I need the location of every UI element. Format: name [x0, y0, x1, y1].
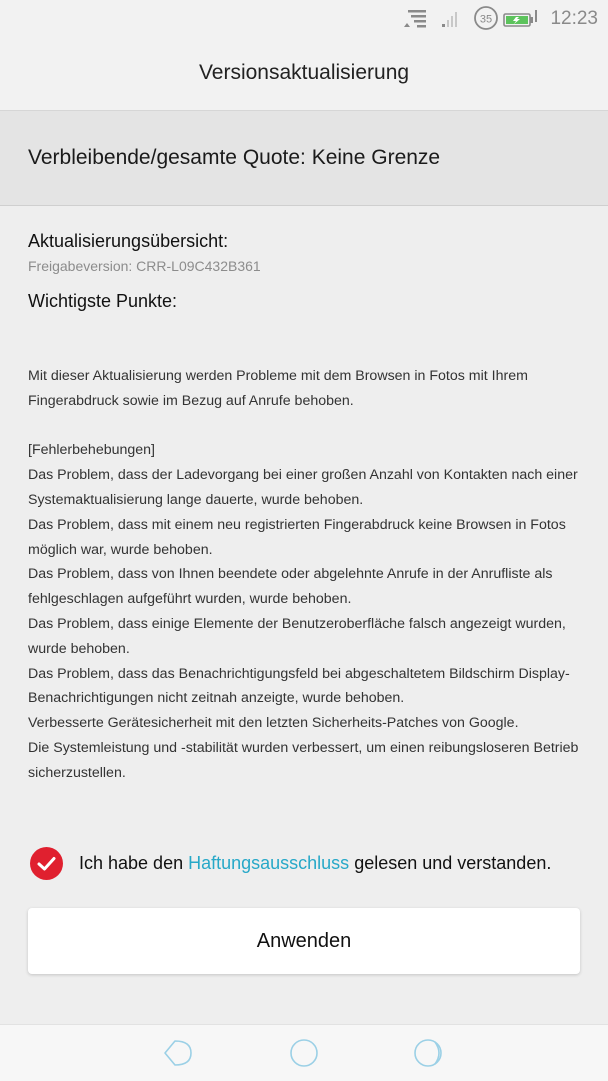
- agreement-text-before: Ich habe den: [79, 853, 189, 873]
- notes-intro: Mit dieser Aktualisierung werden Probleme mit dem Browsen in Fotos mit Ihrem Fingerabdruck sowie im Bezug auf Anrufe behoben.: [28, 368, 528, 409]
- navigation-bar: [0, 1024, 608, 1081]
- key-points-heading: Wichtigste Punkte:: [28, 291, 178, 311]
- recents-icon[interactable]: [413, 1037, 445, 1069]
- battery-charging-icon: [502, 8, 540, 30]
- home-icon[interactable]: [288, 1037, 320, 1069]
- release-version: Freigabeversion: CRR-L09C432B361: [28, 258, 261, 274]
- status-time: 12:23: [550, 8, 598, 29]
- apply-button-label: Anwenden: [256, 930, 352, 952]
- fix-item: Die Systemleistung und -stabilität wurden verbessert, um einen reibungsloseren Betrieb sicherzustellen.: [28, 739, 579, 781]
- agreement-text-after: gelesen und verstanden.: [349, 853, 552, 873]
- quota-text: Verbleibende/gesamte Quote: Keine Grenze: [28, 146, 441, 169]
- battery-saver-icon: [470, 5, 502, 31]
- apply-button[interactable]: [28, 908, 580, 974]
- fix-item: Das Problem, dass mit einem neu registrierten Fingerabdruck keine Browsen in Fotos möglich war, wurde behoben.: [28, 516, 566, 558]
- fix-item: Das Problem, dass einige Elemente der Benutzeroberfläche falsch angezeigt wurden, wurde behoben.: [28, 615, 566, 657]
- fix-item: Das Problem, dass von Ihnen beendete oder abgelehnte Anrufe in der Anrufliste als fehlgeschlagen aufgeführt wurden, wurde behoben.: [28, 566, 553, 608]
- agreement-checkbox[interactable]: [30, 847, 63, 880]
- release-notes: [28, 364, 580, 786]
- data-transfer-icon: [402, 8, 432, 30]
- signal-icon: [440, 8, 462, 30]
- back-icon[interactable]: [162, 1037, 194, 1069]
- fix-item: Das Problem, dass das Benachrichtigungsfeld bei abgeschaltetem Bildschirm Display-Benachrichtigungen nicht zeitnah anzeigte, wurde behoben.: [28, 665, 570, 707]
- status-bar: [0, 0, 608, 40]
- fixes-heading: [Fehlerbehebungen]: [28, 442, 156, 459]
- app-bar: [0, 40, 608, 111]
- quota-banner: [0, 111, 608, 206]
- summary-heading: Aktualisierungsübersicht:: [28, 231, 229, 251]
- checkmark-icon: [30, 847, 63, 880]
- agreement-text: [79, 853, 551, 874]
- agreement-row: [30, 846, 590, 880]
- fix-item: Verbesserte Gerätesicherheit mit den letzten Sicherheits-Patches von Google.: [28, 715, 519, 732]
- disclaimer-link[interactable]: Haftungsausschluss: [188, 853, 350, 873]
- svg-text:35: 35: [479, 13, 493, 26]
- page-title: Versionsaktualisierung: [198, 61, 410, 84]
- fix-item: Das Problem, dass der Ladevorgang bei einer großen Anzahl von Kontakten nach einer Systemaktualisierung lange dauerte, wurde behoben.: [28, 467, 578, 508]
